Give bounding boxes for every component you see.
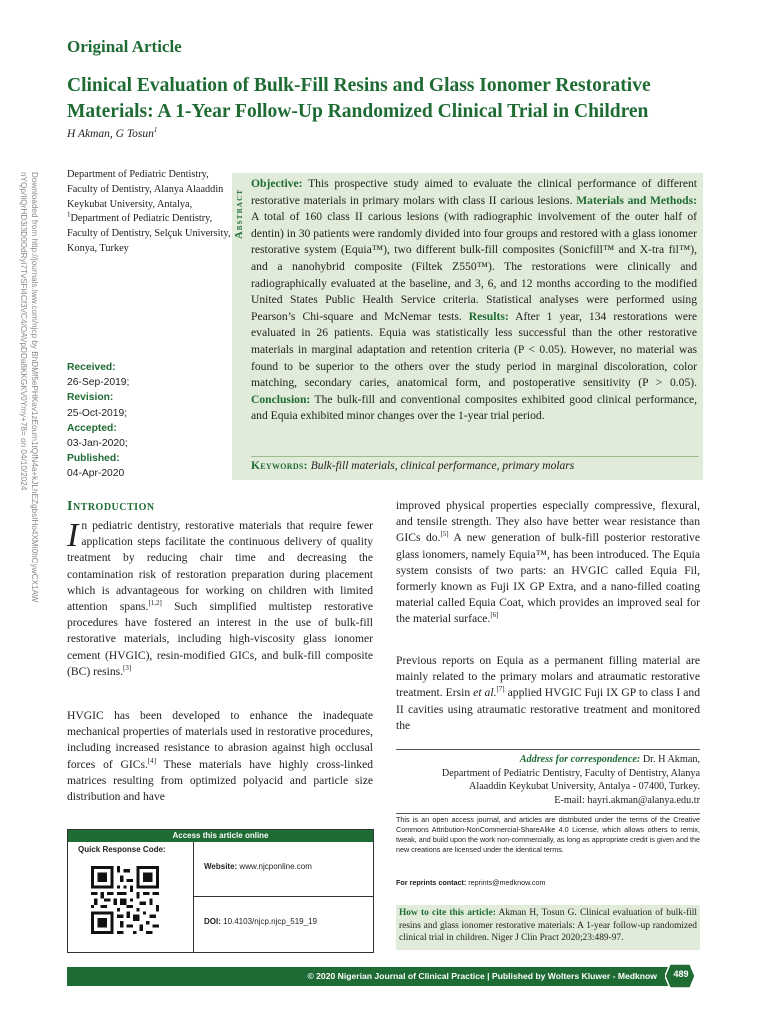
correspondence-divider [396, 749, 700, 750]
drop-cap: I [67, 517, 79, 554]
affiliation-part2: Department of Pediatric Dentistry, Faculty of Dentistry, Selçuk University, Konya, Turkey [67, 213, 231, 254]
intro-p2-text-a: HVGIC has been developed to enhance the inadequate mechanical properties of materials used in restorative procedures, including increased resistance to abrasion against high occlusal forces of GICs. [67, 709, 373, 771]
qr-cell [68, 842, 194, 952]
qr-code-icon[interactable] [91, 866, 159, 934]
reprints-email[interactable]: reprints@medknow.com [466, 878, 546, 887]
correspondence-label: Address for correspondence: [519, 754, 641, 765]
doi-link[interactable]: 10.4103/njcp.njcp_519_19 [220, 917, 317, 926]
abstract-tab-label: Abstract [234, 188, 245, 239]
published-label: Published: [67, 453, 120, 465]
conclusion-text: The bulk-fill and conventional composites exhibited good clinical performance, and Equia exhibited minor changes over the 1-year trial period. [251, 392, 697, 423]
abstract-text [251, 176, 697, 425]
conclusion-label: Conclusion: [251, 392, 311, 406]
right-paragraph-2 [396, 653, 700, 734]
intro-p1-text-a: n pediatric dentistry, restorative materials that require fewer application steps facilitate the continuous delivery of quality treatment by reducing chair time and decreasing the contamination risk of restoration preparation during placement which is advantageous for working on children with limited attention spans. [67, 519, 373, 614]
revision-date: 25-Oct-2019; [67, 407, 128, 419]
citation-ref: [4] [147, 756, 157, 765]
citation-ref: [5] [440, 530, 449, 539]
right-paragraph-1 [396, 498, 700, 628]
correspondence-line3: Alaaddin Keykubat University, Antalya - 07400, Turkey. [469, 781, 700, 793]
affiliation-sup: 1 [67, 210, 71, 219]
author-names: H Akman, G Tosun [67, 128, 154, 140]
citation-ref: [3] [123, 663, 132, 672]
affiliation [67, 168, 239, 257]
right-p2-text-a: Previous reports on Equia as a permanent filling material are mainly related to the primary molars and atraumatic restorative treatment. Ersin [396, 654, 700, 700]
citation-text [399, 907, 697, 945]
doi-row [204, 917, 317, 926]
access-header: Access this article online [68, 830, 373, 842]
correspondence-line2: Department of Pediatric Dentistry, Faculty of Dentistry, Alanya [441, 767, 700, 779]
correspondence [396, 753, 700, 807]
license-divider [396, 813, 700, 814]
download-note-line1: Downloaded from http://journals.lww.com/njcp by BhDMf5ePHKav1zEoum1tQfN4a+kJLhEZgbsIHo4XMi0hCywCX1AW [30, 172, 39, 603]
citation-label: How to cite this article: [399, 908, 496, 918]
article-dates [67, 360, 227, 482]
citation-body: Akman H, Tosun G. Clinical evaluation of bulk-fill resins and glass ionomer restorative materials: A 1-year follow-up randomized clinical trial in children. Niger J Clin Pract 2020;23:489-97. [399, 908, 698, 944]
received-date: 26-Sep-2019; [67, 377, 130, 389]
received-label: Received: [67, 362, 116, 373]
reprints-contact [396, 878, 700, 887]
author-sup: 1 [153, 126, 158, 135]
intro-p1-text-b: Such simplified multistep restorative procedures have fostered an interest in the use of bulk-fill restorative materials, including high-viscosity glass ionomer cement (HVGIC), resin-modified GICs, and bulk-fill composite (BC) resins. [67, 600, 373, 678]
keywords-divider [251, 456, 699, 457]
objective-label: Objective: [251, 177, 303, 190]
results-label: Results: [468, 309, 509, 323]
methods-label: Materials and Methods: [576, 193, 697, 207]
correspondence-email[interactable]: E-mail: hayri.akman@alanya.edu.tr [554, 794, 700, 806]
website-cell [194, 842, 373, 897]
accepted-date: 03-Jan-2020; [67, 438, 128, 450]
website-row [204, 862, 312, 871]
footer-text: © 2020 Nigerian Journal of Clinical Practice | Published by Wolters Kluwer - Medknow [307, 971, 657, 981]
intro-paragraph-2 [67, 708, 373, 805]
methods-text: A total of 160 class II carious lesions (with radiographic involvement of the outer half of dentin) in 30 patients were randomly divided into four groups and restored with a glass ionomer restorative system (Equia™), two different bulk-fill composites (Sonicfill™ and X-tra fil™), and a nanohybrid composite (Filtek Z550™). The restorations were clinically and radiographically evaluated at the baseline, and 3, 6, and 12 months according to the modified United States Public Health Service criteria. Statistical analyses were performed using Pearson’s Chi-square and McNemar tests. [251, 210, 697, 323]
download-note [18, 172, 48, 812]
right-p1-text-a: improved physical properties especially compressive, flexural, and tensile strength. They also have better wear resistance than GICs do. [396, 499, 700, 545]
doi-label: DOI: [204, 917, 221, 926]
intro-paragraph-1 [67, 518, 373, 680]
revision-label: Revision: [67, 392, 114, 404]
keywords [251, 460, 699, 472]
right-p1-text-b: A new generation of bulk-fill posterior restorative glass ionomers, namely Equia™, has been introduced. The Equia system consists of two parts: an HVGIC called Equia Fil, formerly known as Fuji IX GP Extra, and a nano-filled coating material called Equia Coat, which provides an improved seal for the material surface. [396, 531, 700, 626]
section-label: Original Article [67, 37, 182, 56]
download-note-line2: nYQp/IlQrHD3i3D0OdRyi7TvSFl4Cf3VC4/OAVpDDa8KKGKV0Ymy+78= on 04/10/2024 [19, 172, 28, 491]
keywords-text: Bulk-fill materials, clinical performance, primary molars [307, 460, 575, 472]
website-link[interactable]: www.njcponline.com [237, 862, 312, 871]
objective-text: This prospective study aimed to evaluate the clinical performance of different restorative materials in primary molars with class II carious lesions. [251, 177, 697, 207]
published-date: 04-Apr-2020 [67, 468, 125, 480]
doi-cell [194, 897, 373, 952]
reprints-label: For reprints contact: [396, 878, 467, 887]
results-text: After 1 year, 134 restorations were evaluated in 26 patients. Equia was statistically less successful than the other restorative materials in marginal adaptation and retention criteria (P < 0.05). However, no material was found to be superior to the others over the study period in marginal discoloration, color matching, secondary caries, anatomical form, and postoperative sensitivity (P > 0.05). [251, 309, 697, 390]
intro-p2-text-b: These materials have highly cross-linked matrices resulting from optimized polyacid and particle size distribution and have [67, 757, 374, 804]
citation-ref: [6] [490, 611, 499, 620]
abstract-tab [232, 173, 248, 243]
introduction-heading: Introduction [67, 499, 155, 514]
page-number: 489 [673, 969, 689, 979]
citation-ref: [1,2] [148, 599, 162, 608]
article-title: Clinical Evaluation of Bulk-Fill Resins and Glass Ionomer Restorative Materials: A 1-Year Follow-Up Randomized Clinical Trial in Children [67, 75, 651, 122]
correspondence-name: Dr. H Akman, [640, 754, 700, 765]
qr-label: Quick Response Code: [78, 845, 166, 854]
citation-ref: [7] [496, 685, 505, 694]
license-notice: This is an open access journal, and articles are distributed under the terms of the Creative Commons Attribution-NonCommercial-ShareAlike 4.0 License, which allows others to remix, tweak, and build upon the work non-commercially, as long as appropriate credit is given and the new creations are licensed under the identical terms. [396, 815, 700, 855]
right-p2-text-b: applied HVGIC Fuji IX GP to class I and II cavities using atraumatic restorative treatment and monitored the [396, 686, 701, 732]
et-al: et al. [473, 686, 497, 700]
accepted-label: Accepted: [67, 422, 117, 434]
author-list [67, 128, 157, 140]
keywords-label: Keywords: [251, 460, 308, 472]
affiliation-part1: Department of Pediatric Dentistry, Faculty of Dentistry, Alanya Alaaddin Keykubat University, Antalya, [67, 169, 224, 210]
website-label: Website: [204, 862, 238, 871]
access-online-box [67, 829, 374, 953]
